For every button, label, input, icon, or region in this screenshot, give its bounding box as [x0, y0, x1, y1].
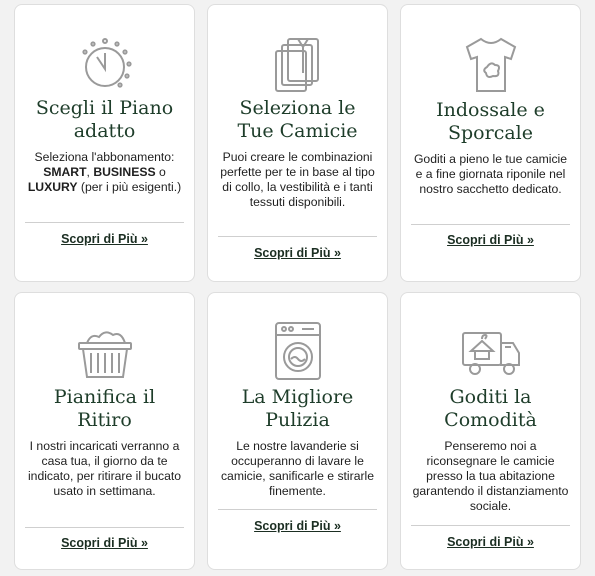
card-wear-shirts — [400, 4, 581, 282]
divider — [25, 527, 184, 528]
laundry-basket-icon — [73, 319, 137, 383]
learn-more-link[interactable]: Scopri di Più » — [254, 519, 341, 533]
plan-smart: SMART — [43, 165, 87, 179]
card-title: Scegli il Piano adatto — [35, 97, 174, 142]
card-enjoy-comfort — [400, 292, 581, 570]
divider — [25, 222, 184, 223]
learn-more-link[interactable]: Scopri di Più » — [447, 233, 534, 247]
card-choose-plan — [14, 4, 195, 282]
card-title: Pianifica il Ritiro — [53, 386, 156, 431]
stained-tshirt-icon — [459, 33, 523, 97]
plan-business: BUSINESS — [93, 165, 156, 179]
divider — [411, 224, 570, 225]
learn-more-link[interactable]: Scopri di Più » — [254, 246, 341, 260]
card-title: Goditi la Comodità — [444, 386, 537, 431]
card-title: La Migliore Pulizia — [241, 386, 354, 431]
card-description: Le nostre lavanderie si occuperanno di lavare le camicie, sanificarle e stirarle finemente. — [220, 439, 375, 498]
card-description: Penseremo noi a riconsegnare le camicie presso la tua abitazione garantendo il distanziamento sociale. — [412, 439, 569, 513]
plan-luxury: LUXURY — [27, 180, 78, 194]
learn-more-link[interactable]: Scopri di Più » — [447, 535, 534, 549]
divider — [218, 509, 377, 510]
card-description: Puoi creare le combinazioni perfette per te in base al tipo di collo, la vestibilità e i tanti tessuti disponibili. — [220, 150, 375, 209]
divider — [218, 236, 377, 237]
learn-more-link[interactable]: Scopri di Più » — [61, 536, 148, 550]
dial-icon — [73, 33, 137, 97]
card-plan-pickup — [14, 292, 195, 570]
card-description: Goditi a pieno le tue camicie e a fine giornata riponile nel nostro sacchetto dedicato. — [413, 152, 568, 196]
card-description: Seleziona l'abbonamento: SMART, BUSINESS o LUXURY (per i più esigenti.) — [27, 150, 182, 194]
delivery-truck-icon — [459, 319, 523, 383]
card-title: Indossale e Sporcale — [436, 99, 545, 144]
card-title: Seleziona le Tue Camicie — [237, 97, 358, 142]
card-best-cleaning — [207, 292, 388, 570]
folded-shirts-icon — [266, 33, 330, 97]
learn-more-link[interactable]: Scopri di Più » — [61, 232, 148, 246]
divider — [411, 525, 570, 526]
washing-machine-icon — [266, 319, 330, 383]
card-select-shirts — [207, 4, 388, 282]
card-description: I nostri incaricati verranno a casa tua, il giorno da te indicato, per ritirare il bucato usato in settimana. — [27, 439, 182, 498]
